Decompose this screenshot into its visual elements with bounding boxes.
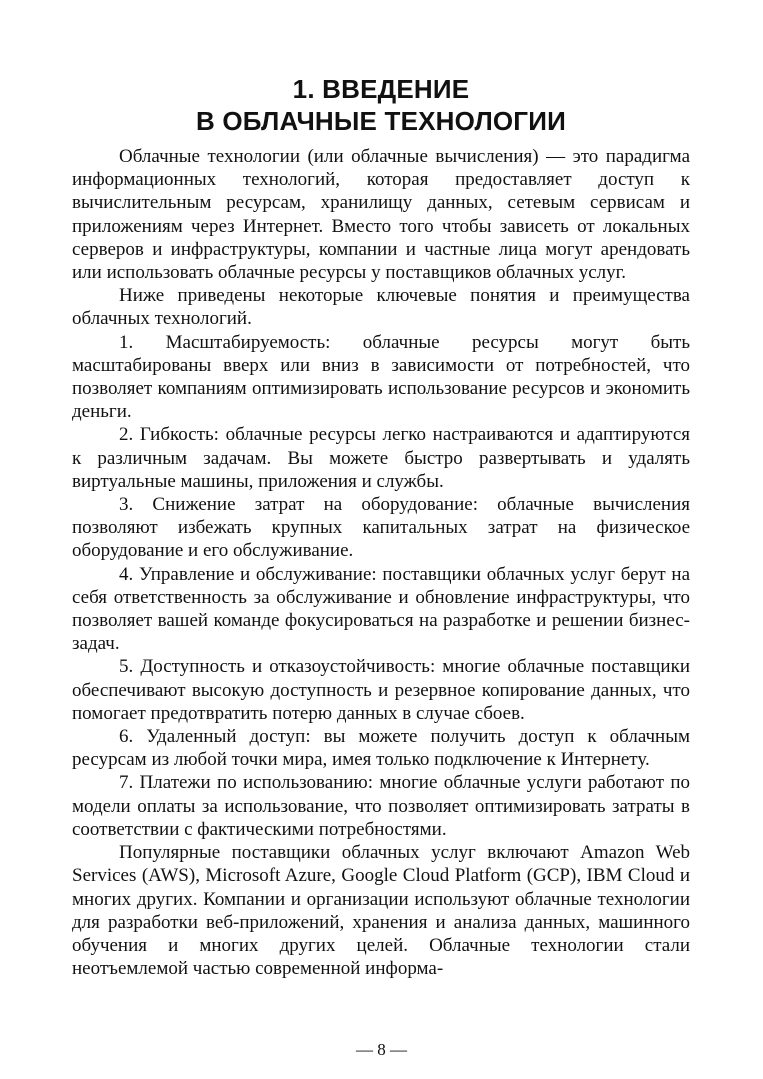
body-text bbox=[72, 145, 690, 980]
chapter-title bbox=[72, 73, 690, 137]
paragraph-key-concepts: Ниже приведены некоторые ключевые понятия и преимущества облачных технологий. bbox=[72, 285, 690, 330]
list-item-cost-reduction: 3. Снижение затрат на оборудование: облачные вычисления позволяют избежать крупных капитальных затрат на физическое оборудование и его обслуживание. bbox=[72, 494, 690, 562]
list-item-remote-access: 6. Удаленный доступ: вы можете получить доступ к облачным ресурсам из любой точки мира, имея только подключение к Интернету. bbox=[72, 726, 690, 771]
page-number: — 8 — bbox=[356, 1040, 407, 1059]
chapter-title-line-2: В ОБЛАЧНЫЕ ТЕХНОЛОГИИ bbox=[195, 106, 567, 137]
paragraph-intro: Облачные технологии (или облачные вычисления) — это парадигма информационных технологий, которая предоставляет доступ к вычислительным ресурсам, хранилищу данных, сетевым сервисам и приложениям через Интернет. Вместо того чтобы зависеть от локальных серверов и инфраструктуры, компании и частные лица могут арендовать или использовать облачные ресурсы у поставщиков облачных услуг. bbox=[72, 146, 690, 284]
list-item-pay-per-use: 7. Платежи по использованию: многие облачные услуги работают по модели оплаты за использование, что позволяет оптимизировать затраты в соответствии с фактическими потребностями. bbox=[72, 772, 690, 840]
paragraph-providers: Популярные поставщики облачных услуг включают Amazon Web Services (AWS), Microsoft Azure, Google Cloud Platform (GCP), IBM Cloud и многих других. Компании и организации используют облачные технологии для разработки веб-приложений, хранения и анализа данных, машинного обучения и многих других целей. Облачные технологии стали неотъемлемой частью современной информа- bbox=[72, 842, 690, 980]
list-item-management: 4. Управление и обслуживание: поставщики облачных услуг берут на себя ответственность за обслуживание и обновление инфраструктуры, что позволяет вашей команде фокусироваться на разработке и решении бизнес-задач. bbox=[72, 563, 690, 655]
list-item-scalability: 1. Масштабируемость: облачные ресурсы могут быть масштабированы вверх или вниз в зависимости от потребностей, что позволяет компаниям оптимизировать использование ресурсов и экономить деньги. bbox=[72, 331, 690, 423]
list-item-availability: 5. Доступность и отказоустойчивость: многие облачные поставщики обеспечивают высокую доступность и резервное копирование данных, что помогает предотвратить потерю данных в случае сбоев. bbox=[72, 656, 690, 724]
list-item-flexibility: 2. Гибкость: облачные ресурсы легко настраиваются и адаптируются к различным задачам. Вы можете быстро развертывать и удалять виртуальные машины, приложения и службы. bbox=[72, 424, 690, 492]
chapter-title-line-1: 1. ВВЕДЕНИЕ bbox=[292, 74, 470, 105]
